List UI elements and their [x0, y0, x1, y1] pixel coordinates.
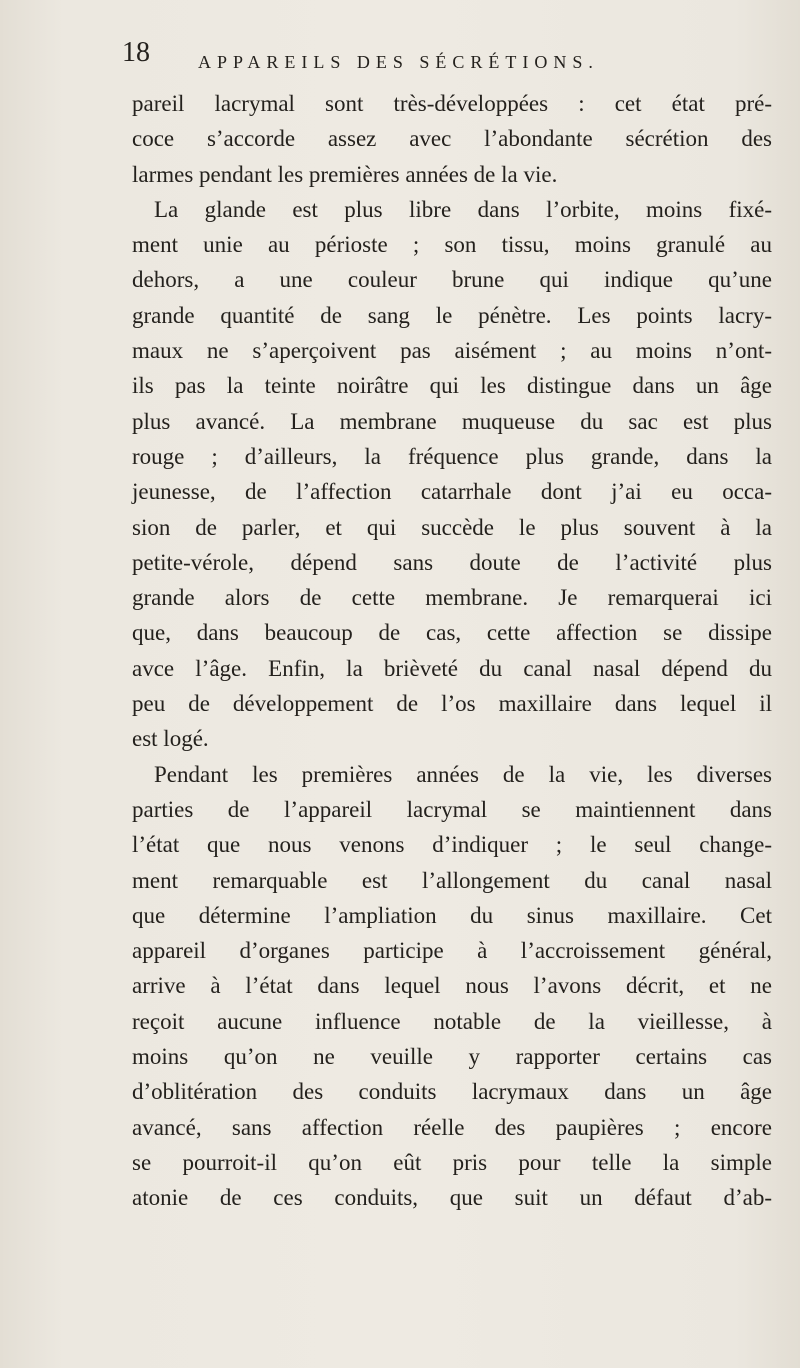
text-line: coce s’accorde assez avec l’abondante sécrétion des	[132, 126, 772, 152]
page-number: 18	[122, 37, 150, 68]
running-title: APPAREILS DES SÉCRÉTIONS.	[198, 52, 599, 72]
text-line: que, dans beaucoup de cas, cette affection se dissipe	[132, 620, 772, 646]
text-line: est logé.	[132, 726, 209, 752]
text-line: rouge ; d’ailleurs, la fréquence plus grande, dans la	[132, 443, 772, 469]
text-line: avancé, sans affection réelle des paupières ; encore	[132, 1114, 772, 1140]
text-line: l’état que nous venons d’indiquer ; le seul change-	[132, 832, 772, 858]
text-line: jeunesse, de l’affection catarrhale dont j’ai eu occa-	[132, 479, 772, 505]
text-line: peu de développement de l’os maxillaire dans lequel il	[132, 691, 772, 717]
text-line: avce l’âge. Enfin, la brièveté du canal nasal dépend du	[132, 655, 772, 681]
text-line: grande quantité de sang le pénètre. Les points lacry-	[132, 302, 772, 328]
text-line: sion de parler, et qui succède le plus souvent à la	[132, 514, 772, 540]
text-line: arrive à l’état dans lequel nous l’avons décrit, et ne	[132, 973, 772, 999]
page-header	[122, 38, 762, 78]
text-line: que détermine l’ampliation du sinus maxillaire. Cet	[132, 902, 772, 928]
text-line: parties de l’appareil lacrymal se maintiennent dans	[132, 796, 772, 822]
text-line: plus avancé. La membrane muqueuse du sac est plus	[132, 408, 772, 434]
text-line: maux ne s’aperçoivent pas aisément ; au moins n’ont-	[132, 338, 772, 364]
text-line: petite-vérole, dépend sans doute de l’activité plus	[132, 549, 772, 575]
text-line: se pourroit-il qu’on eût pris pour telle la simple	[132, 1149, 772, 1175]
text-line: dehors, a une couleur brune qui indique qu’une	[132, 267, 772, 293]
text-line: ment unie au périoste ; son tissu, moins granulé au	[132, 232, 772, 258]
text-line: d’oblitération des conduits lacrymaux dans un âge	[132, 1079, 772, 1105]
text-line: appareil d’organes participe à l’accroissement général,	[132, 938, 772, 964]
text-line: moins qu’on ne veuille y rapporter certains cas	[132, 1044, 772, 1070]
text-line: Pendant les premières années de la vie, les diverses	[154, 761, 772, 787]
text-line: reçoit aucune influence notable de la vieillesse, à	[132, 1008, 772, 1034]
text-line: grande alors de cette membrane. Je remarquerai ici	[132, 585, 772, 611]
text-line: ils pas la teinte noirâtre qui les distingue dans un âge	[132, 373, 772, 399]
text-line: La glande est plus libre dans l’orbite, moins fixé-	[154, 196, 772, 222]
text-line: ment remarquable est l’allongement du canal nasal	[132, 867, 772, 893]
text-line: pareil lacrymal sont très-développées : cet état pré-	[132, 91, 772, 116]
text-line: larmes pendant les premières années de la vie.	[132, 161, 558, 187]
text-line: atonie de ces conduits, que suit un défaut d’ab-	[132, 1185, 772, 1211]
body-text	[132, 86, 772, 1216]
